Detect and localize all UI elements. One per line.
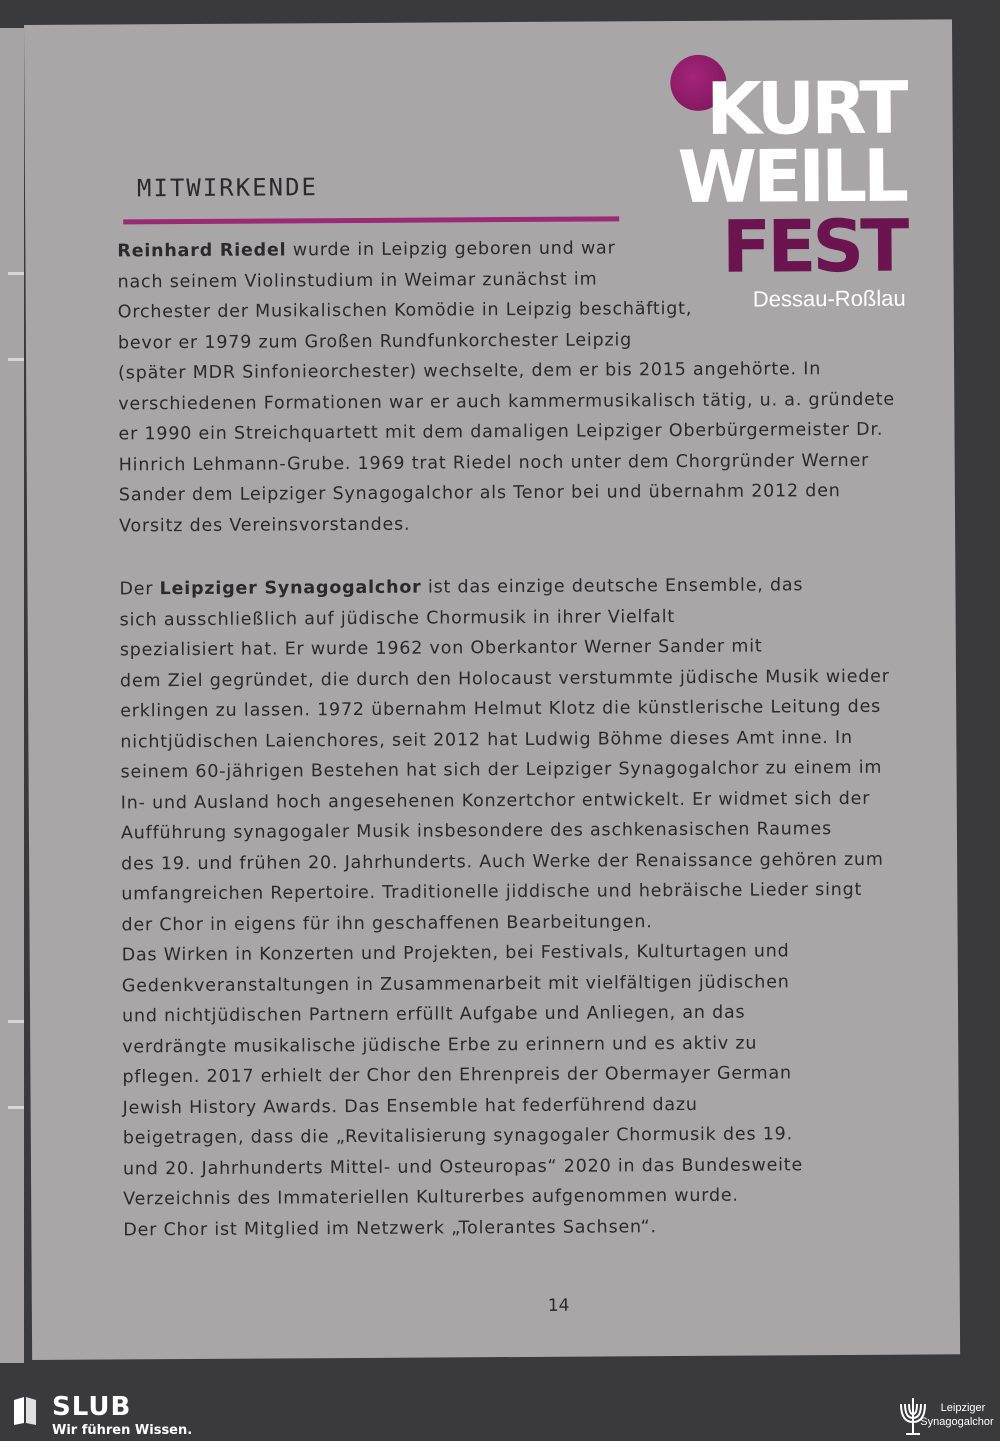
text-line: und 20. Jahrhunderts Mittel- und Osteuropas“ 2020 in das Bundesweite xyxy=(122,1154,804,1179)
brochure-page xyxy=(24,19,960,1360)
text-line: er 1990 ein Streichquartett mit dem damaligen Leipziger Oberbürgermeister Dr. xyxy=(118,419,884,445)
text-line: In- und Ausland hoch angesehenen Konzertchor entwickelt. Er widmet sich der xyxy=(120,788,871,813)
text-line: seinem 60-jährigen Bestehen hat sich der Leipziger Synagogalchor zu einem im xyxy=(120,757,883,783)
left-page-edge xyxy=(0,28,24,1363)
logo-location: Dessau-Roßlau xyxy=(752,285,906,312)
paragraph-riedel xyxy=(117,231,939,541)
book-icon xyxy=(12,1396,38,1426)
paragraph-synagogalchor xyxy=(119,569,943,1245)
text-line: dem Ziel gegründet, die durch den Holocaust verstummte jüdische Musik wieder xyxy=(119,666,890,691)
text-line: Der Chor ist Mitglied im Netzwerk „Tolerantes Sachsen“. xyxy=(123,1216,657,1240)
text-line: nach seinem Violinstudium in Weimar zunächst im xyxy=(117,269,598,292)
footer-bar xyxy=(0,1390,1000,1441)
logo-fest: FEST xyxy=(721,203,906,289)
bold-name: Reinhard Riedel xyxy=(117,240,287,262)
text-line: sich ausschließlich auf jüdische Chormusik in ihrer Vielfalt xyxy=(119,606,676,630)
section-heading: MITWIRKENDE xyxy=(136,173,319,203)
text-line: der Chor in eigens für ihn geschaffenen Bearbeitungen. xyxy=(121,911,653,935)
text-segment: wurde in Leipzig geboren und war xyxy=(286,238,616,261)
text-line: Hinrich Lehmann-Grube. 1969 trat Riedel noch unter dem Chorgründer Werner xyxy=(118,450,870,475)
text-line: Aufführung synagogaler Musik insbesondere des aschkenasischen Raumes xyxy=(120,819,833,844)
heading-underline xyxy=(123,216,619,224)
text-line: beigetragen, dass die „Revitalisierung synagogaler Chormusik des 19. xyxy=(122,1124,794,1149)
text-segment: Der xyxy=(119,579,160,600)
text-line: Gedenkveranstaltungen in Zusammenarbeit mit vielfältigen jüdischen xyxy=(121,971,790,996)
text-line: Orchester der Musikalischen Komödie in Leipzig beschäftigt, xyxy=(117,298,693,323)
text-line: Verzeichnis des Immateriellen Kulturerbes aufgenommen wurde. xyxy=(123,1185,739,1210)
text-line: spezialisiert hat. Er wurde 1962 von Oberkantor Werner Sander mit xyxy=(119,636,763,661)
binding-stitch xyxy=(8,358,24,361)
logo-kurt: KURT xyxy=(705,65,905,151)
logo-weill: WEILL xyxy=(677,133,906,220)
slub-logo-title[interactable]: SLUB xyxy=(52,1392,132,1422)
text-line: und nichtjüdischen Partnern erfüllt Aufgabe und Anliegen, an das xyxy=(121,1002,746,1027)
text-line xyxy=(117,231,937,267)
page-number: 14 xyxy=(547,1295,570,1316)
text-line: nichtjüdischen Laienchores, seit 2012 hat Ludwig Böhme dieses Amt inne. In xyxy=(120,727,853,752)
text-line: des 19. und frühen 20. Jahrhunderts. Auch Werke der Renaissance gehören zum xyxy=(121,849,884,874)
text-line: Vorsitz des Vereinsvorstandes. xyxy=(119,514,411,536)
menorah-icon xyxy=(896,1392,930,1438)
text-line: verdrängte musikalische jüdische Erbe zu erinnern und es aktiv zu xyxy=(122,1033,758,1057)
text-line: umfangreichen Repertoire. Traditionelle jiddische und hebräische Lieder singt xyxy=(121,879,863,905)
binding-stitch xyxy=(8,1106,24,1109)
text-line: verschiedenen Formationen war er auch kammermusikalisch tätig, u. a. gründete xyxy=(118,389,895,414)
text-line xyxy=(119,569,939,605)
binding-stitch xyxy=(8,1020,24,1023)
text-line: bevor er 1979 zum Großen Rundfunkorchester Leipzig xyxy=(117,329,633,353)
text-line: erklingen zu lassen. 1972 übernahm Helmut Klotz die künstlerische Leitung des xyxy=(120,696,882,722)
choir-logo-line2: Synagogalchor xyxy=(920,1416,994,1428)
text-line: Jewish History Awards. Das Ensemble hat federführend dazu xyxy=(122,1094,698,1118)
text-line: (später MDR Sinfonieorchester) wechselte, dem er bis 2015 angehörte. In xyxy=(118,359,822,384)
binding-stitch xyxy=(8,272,24,275)
text-line: pflegen. 2017 erhielt der Chor den Ehrenpreis der Obermayer German xyxy=(122,1063,792,1088)
bold-name: Leipziger Synagogalchor xyxy=(159,577,422,600)
text-segment: ist das einzige deutsche Ensemble, das xyxy=(421,575,804,598)
slub-tagline: Wir führen Wissen. xyxy=(52,1423,193,1438)
text-line: Sander dem Leipziger Synagogalchor als Tenor bei und übernahm 2012 den xyxy=(118,481,841,506)
choir-logo-line1: Leipziger xyxy=(940,1402,986,1414)
text-line: Das Wirken in Konzerten und Projekten, bei Festivals, Kulturtagen und xyxy=(121,941,790,966)
